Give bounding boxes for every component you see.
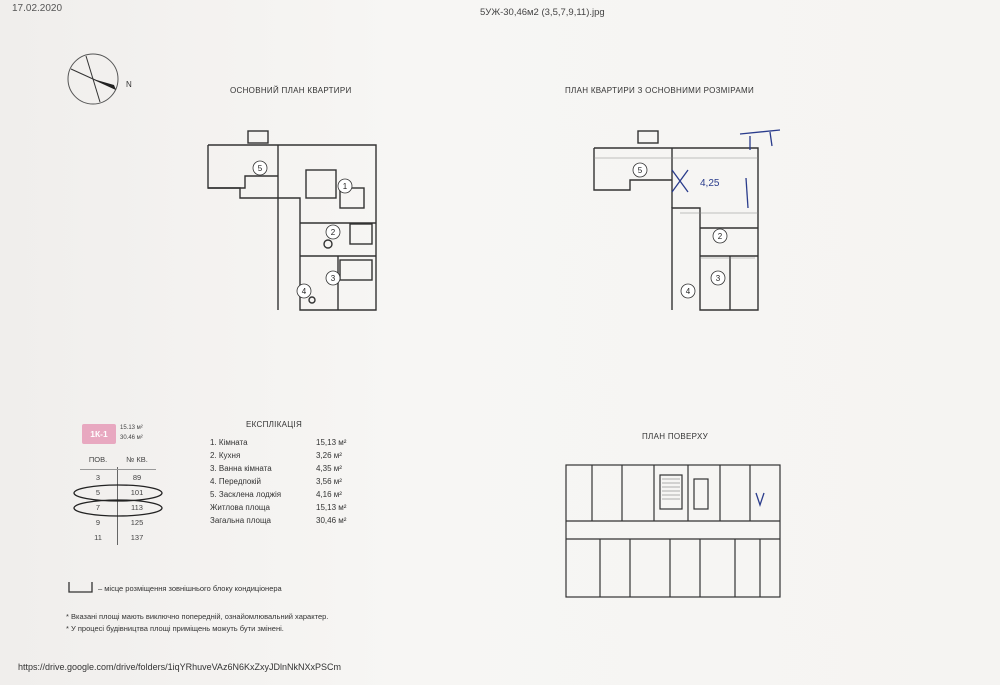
room-number: 2 [717,232,723,241]
explication-label: 4. Передпокій [210,477,262,486]
explication-value: 15,13 м² [316,438,347,447]
apt-cell: 137 [130,533,144,542]
apt-col-header: № КВ. [126,455,148,464]
explication-label: 3. Ванна кімната [210,464,272,473]
explication-value: 3,26 м² [316,451,342,460]
explication-label: 5. Засклена лоджія [210,490,282,499]
floor-cell: 9 [95,518,101,527]
apt-cell: 125 [130,518,144,527]
badge-living-area: 15.13 м² [120,425,143,431]
floor-plan-title: ПЛАН ПОВЕРХУ [642,432,708,441]
ac-legend-text: – місце розміщення зовнішнього блоку кондиціонера [98,584,282,593]
floor-plan-drawing [560,455,785,605]
main-plan-title: ОСНОВНИЙ ПЛАН КВАРТИРИ [230,86,352,95]
explication-label: Загальна площа [210,516,271,525]
floor-cell: 5 [95,488,101,497]
main-apartment-plan [200,128,385,318]
handwritten-note: 4,25 [700,178,720,189]
explication-label: Житлова площа [210,503,270,512]
explication-row [210,464,360,476]
explication-row [210,516,360,528]
dims-plan-title: ПЛАН КВАРТИРИ З ОСНОВНИМИ РОЗМІРАМИ [565,86,755,95]
apt-cell: 89 [132,473,142,482]
floor-col-header: ПОВ. [88,455,108,464]
explication-row [210,490,360,502]
apartment-code: 1К-1 [90,429,108,439]
explication-label: 1. Кімната [210,438,248,447]
apartment-type-badge [82,424,116,444]
compass-north-label: N [126,80,132,89]
explication-title: ЕКСПЛІКАЦІЯ [246,420,303,429]
explication-value: 4,35 м² [316,464,342,473]
header-rule [80,469,156,470]
note-line: * Вказані площі мають виключно попередній, ознайомлювальний характер. [66,612,329,621]
filename-label: 5УЖ-30,46м2 (3,5,7,9,11).jpg [480,7,605,18]
floor-cell: 3 [95,473,101,482]
explication-value: 30,46 м² [316,516,347,525]
apt-cell: 113 [131,503,143,512]
explication-row [210,451,360,463]
explication-label: 2. Кухня [210,451,241,460]
room-number: 4 [685,287,691,296]
floor-cell: 7 [95,503,101,512]
compass-icon [66,52,120,106]
note-line: * У процесі будівництва площі приміщень можуть бути змінені. [66,624,284,633]
date-label: 17.02.2020 [12,3,63,14]
explication-value: 3,56 м² [316,477,342,486]
explication-value: 15,13 м² [316,503,347,512]
room-number: 1 [342,182,348,191]
handwritten-ovals [72,483,164,517]
room-number: 3 [715,274,721,283]
room-number: 2 [330,228,336,237]
source-url: https://drive.google.com/drive/folders/1iqYRhuveVAz6N6KxZxyJDlnNkNXxPSCm [18,662,341,672]
dimension-apartment-plan [590,128,790,318]
floor-cell: 11 [94,533,102,542]
room-number: 5 [637,166,643,175]
room-number: 3 [330,274,336,283]
explication-row [210,438,360,450]
explication-panel [210,420,370,530]
explication-value: 4,16 м² [316,490,342,499]
room-number: 4 [301,287,307,296]
room-number: 5 [257,164,263,173]
floor-apartment-table [78,455,158,545]
ac-unit-icon [66,580,96,596]
badge-total-area: 30.46 м² [120,435,143,441]
apt-cell: 101 [130,488,144,497]
explication-row [210,477,360,489]
explication-row [210,503,360,515]
